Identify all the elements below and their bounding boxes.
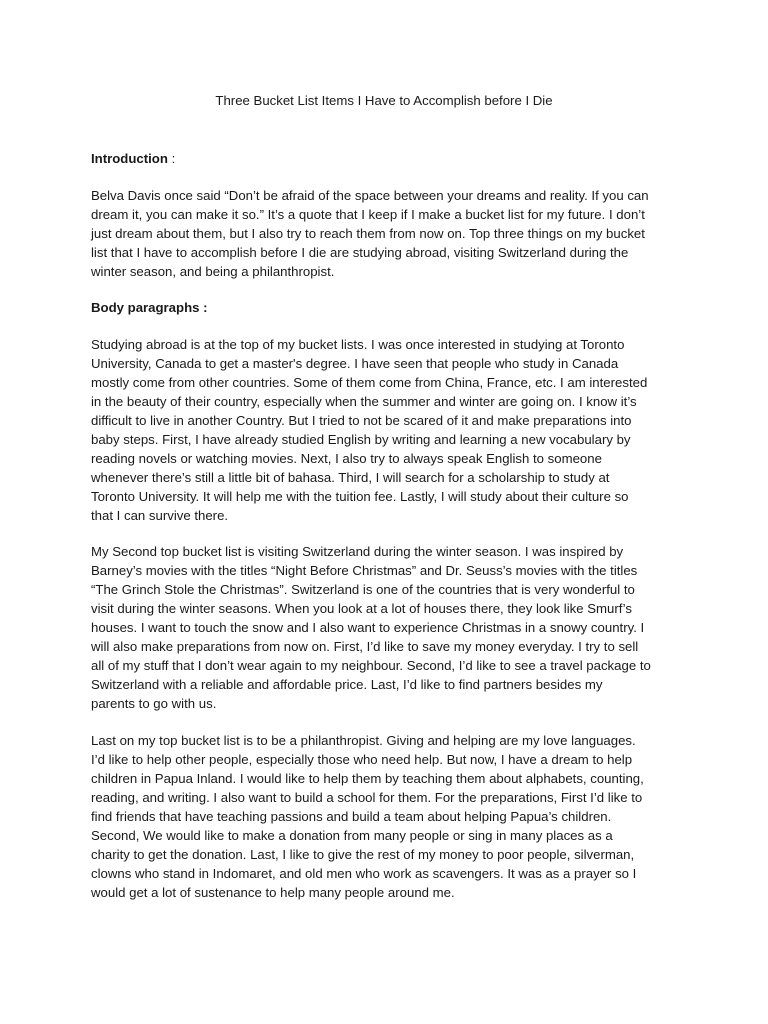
paragraph-line: mostly come from other countries. Some of them come from China, France, etc. I am interested: [91, 375, 648, 390]
paragraph-line: I’d like to help other people, especially those who need help. But now, I have a dream to help: [91, 752, 633, 767]
paragraph-line: children in Papua Inland. I would like to help them by teaching them about alphabets, counting,: [91, 771, 644, 786]
paragraph-line: that I can survive there.: [91, 508, 229, 523]
paragraph-line: parents to go with us.: [91, 696, 217, 711]
body-paragraph-3: [91, 731, 691, 902]
body-paragraph-2: [91, 542, 691, 713]
paragraph-line: whenever there’s still a little bit of bahasa. Third, I will search for a scholarship to study at: [91, 470, 610, 485]
introduction-heading-label: Introduction: [91, 151, 168, 166]
paragraph-line: charity to get the donation. Last, I like to give the rest of my money to poor people, silverman,: [91, 847, 635, 862]
paragraph-line: reading novels or watching movies. Next, I also try to always speak English to someone: [91, 451, 602, 466]
paragraph-line: University, Canada to get a master's degree. I have seen that people who study in Canada: [91, 356, 619, 371]
paragraph-line: Switzerland with a reliable and affordable price. Last, I’d like to find partners besides my: [91, 677, 603, 692]
paragraph-line: “The Grinch Stole the Christmas”. Switzerland is one of the countries that is very wonderful to: [91, 582, 635, 597]
paragraph-line: in the beauty of their country, especially when the summer and winter are going on. I know it’s: [91, 394, 637, 409]
paragraph-line: baby steps. First, I have already studied English by writing and learning a new vocabulary by: [91, 432, 631, 447]
paragraph-line: houses. I want to touch the snow and I also want to experience Christmas in a snowy country. I: [91, 620, 645, 635]
paragraph-line: visit during the winter seasons. When you look at a lot of houses there, they look like Smurf’s: [91, 601, 632, 616]
body-paragraph-1: [91, 335, 691, 525]
body-paragraphs-heading: [91, 298, 208, 317]
introduction-paragraph: [91, 186, 691, 281]
paragraph-line: difficult to live in another Country. But I tried to not be scared of it and make preparations into: [91, 413, 632, 428]
paragraph-line: My Second top bucket list is visiting Switzerland during the winter season. I was inspired by: [91, 544, 624, 559]
paragraph-line: winter season, and being a philanthropist.: [91, 264, 335, 279]
introduction-heading-suffix: :: [167, 151, 176, 166]
paragraph-line: Last on my top bucket list is to be a philanthropist. Giving and helping are my love languages.: [91, 733, 636, 748]
paragraph-line: list that I have to accomplish before I die are studying abroad, visiting Switzerland during the: [91, 245, 629, 260]
paragraph-line: just dream about them, but I also try to reach them from now on. Top three things on my bucket: [91, 226, 645, 241]
paragraph-line: find friends that have teaching passions and build a team about helping Papua’s children.: [91, 809, 612, 824]
paragraph-line: will also make preparations from now on. First, I’d like to save my money everyday. I try to sell: [91, 639, 639, 654]
paragraph-line: all of my stuff that I don’t wear again to my neighbour. Second, I’d like to see a travel package to: [91, 658, 651, 673]
paragraph-line: reading, and writing. I also want to build a school for them. For the preparations, First I’d like to: [91, 790, 643, 805]
paragraph-line: clowns who stand in Indomaret, and old men who work as scavengers. It was as a prayer so I: [91, 866, 637, 881]
paragraph-line: Second, We would like to make a donation from many people or sing in many places as a: [91, 828, 613, 843]
body-paragraphs-heading-label: Body paragraphs :: [91, 300, 208, 315]
paragraph-line: would get a lot of sustenance to help many people around me.: [91, 885, 455, 900]
introduction-heading: [91, 149, 175, 168]
paragraph-line: Studying abroad is at the top of my bucket lists. I was once interested in studying at Toronto: [91, 337, 625, 352]
paragraph-line: dream it, you can make it so.” It’s a quote that I keep if I make a bucket list for my future. I don’t: [91, 207, 645, 222]
paragraph-line: Toronto University. It will help me with the tuition fee. Lastly, I will study about their culture so: [91, 489, 629, 504]
document-title: Three Bucket List Items I Have to Accomplish before I Die: [215, 93, 553, 108]
paragraph-line: Belva Davis once said “Don’t be afraid of the space between your dreams and reality. If you can: [91, 188, 649, 203]
paragraph-line: Barney’s movies with the titles “Night Before Christmas” and Dr. Seuss’s movies with the titles: [91, 563, 638, 578]
